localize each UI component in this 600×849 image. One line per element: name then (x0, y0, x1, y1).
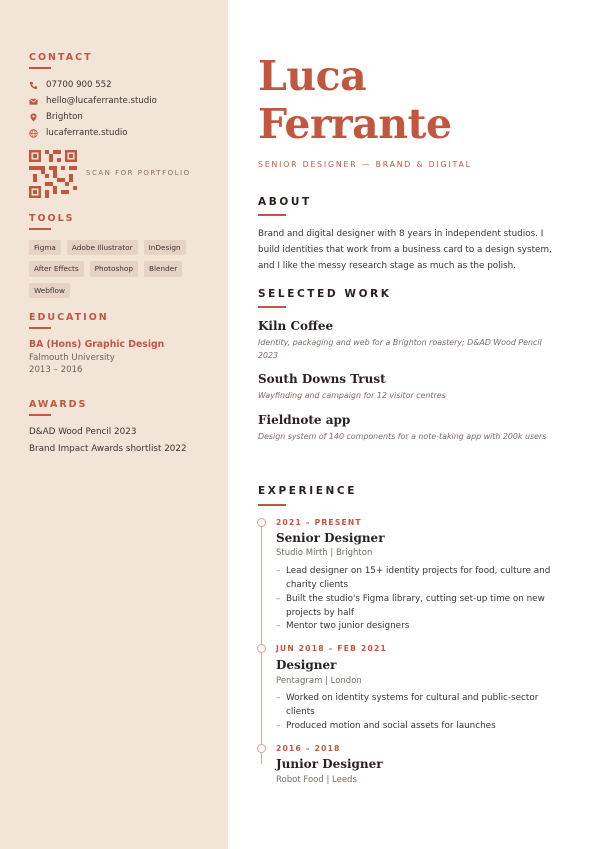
tool-tag: Webflow (29, 283, 70, 298)
timeline-dot (257, 744, 266, 753)
bullet-text: Lead designer on 15+ identity projects for food, culture and charity clients (286, 566, 551, 590)
bullet-text: Built the studio's Figma library, cutting set-up time on new projects by half (286, 594, 545, 618)
globe-icon (29, 129, 38, 138)
experience-heading: EXPERIENCE (258, 485, 357, 497)
bullet-text: Produced motion and social assets for launches (286, 721, 496, 731)
work-item-desc: Identity, packaging and web for a Brighton roastery; D&AD Wood Pencil 2023 (258, 338, 542, 360)
contact-location-text: Brighton (46, 112, 83, 122)
first-name: Luca (258, 52, 367, 100)
job-bullet (276, 719, 556, 733)
job-bullet (276, 619, 556, 633)
job-company: Studio Mirth | Brighton (276, 548, 373, 558)
bullet-dash: – (276, 621, 281, 631)
education-heading-rule (29, 327, 51, 329)
timeline-dot (257, 644, 266, 653)
education-heading: EDUCATION (29, 312, 109, 323)
sidebar (0, 0, 228, 849)
contact-email[interactable] (29, 96, 157, 106)
selected-work-heading: SELECTED WORK (258, 288, 392, 300)
bullet-text: Mentor two junior designers (286, 621, 410, 631)
tool-tag: After Effects (29, 261, 84, 276)
tools-heading-rule (29, 228, 51, 230)
job-company: Pentagram | London (276, 676, 362, 686)
tool-tag: Photoshop (90, 261, 138, 276)
tool-tag: Figma (29, 240, 61, 255)
education-years: 2013 – 2016 (29, 365, 83, 375)
job-bullet (276, 564, 556, 592)
tool-tag: Adobe Illustrator (67, 240, 138, 255)
bullet-dash: – (276, 693, 281, 703)
tool-tag: Blender (144, 261, 182, 276)
last-name: Ferrante (258, 100, 452, 148)
work-item-name: South Downs Trust (258, 372, 386, 386)
awards-heading: AWARDS (29, 399, 88, 410)
tools-heading: TOOLS (29, 213, 75, 224)
about-heading: ABOUT (258, 196, 312, 208)
qr-label: SCAN FOR PORTFOLIO (86, 169, 191, 177)
role-subtitle: SENIOR DESIGNER — BRAND & DIGITAL (258, 160, 472, 169)
timeline-dot (257, 518, 266, 527)
job-company: Robot Food | Leeds (276, 775, 357, 785)
contact-website[interactable] (29, 128, 128, 138)
job-title: Senior Designer (276, 531, 385, 545)
name-heading (258, 52, 452, 148)
contact-heading-rule (29, 67, 51, 69)
work-item-name: Kiln Coffee (258, 319, 334, 333)
tools-list (29, 240, 214, 298)
about-heading-rule (258, 214, 286, 216)
contact-website-text: lucaferrante.studio (46, 128, 128, 138)
qr-code[interactable] (29, 150, 77, 198)
work-item-desc: Design system of 140 components for a note-taking app with 200k users (258, 432, 547, 441)
job-date: 2016 – 2018 (276, 744, 341, 753)
job-bullet (276, 691, 556, 719)
tool-tag: InDesign (144, 240, 186, 255)
work-item-name: Fieldnote app (258, 413, 351, 427)
contact-email-text: hello@lucaferrante.studio (46, 96, 157, 106)
award-item: Brand Impact Awards shortlist 2022 (29, 444, 187, 454)
contact-heading: CONTACT (29, 52, 93, 63)
contact-phone-text: 07700 900 552 (46, 80, 112, 90)
bullet-dash: – (276, 566, 281, 576)
job-title: Junior Designer (276, 757, 383, 771)
job-date: JUN 2018 – FEB 2021 (276, 644, 387, 653)
experience-heading-rule (258, 504, 286, 506)
about-text: Brand and digital designer with 8 years in independent studios. I build identities that work from a business card to a design system, and I like the messy research stage as much as the polish. (258, 229, 552, 271)
work-item-desc: Wayfinding and campaign for 12 visitor centres (258, 391, 446, 400)
contact-phone[interactable] (29, 80, 112, 90)
job-date: 2021 – PRESENT (276, 518, 362, 527)
bullet-dash: – (276, 594, 281, 604)
phone-icon (29, 81, 38, 90)
main-content (228, 0, 600, 849)
selected-work-heading-rule (258, 306, 286, 308)
education-school: Falmouth University (29, 353, 115, 363)
education-degree: BA (Hons) Graphic Design (29, 339, 165, 350)
awards-heading-rule (29, 414, 51, 416)
job-title: Designer (276, 658, 337, 672)
bullet-text: Worked on identity systems for cultural and public-sector clients (286, 693, 539, 717)
location-pin-icon (29, 113, 38, 122)
contact-location (29, 112, 83, 122)
award-item: D&AD Wood Pencil 2023 (29, 427, 137, 437)
job-bullet (276, 592, 556, 620)
mail-icon (29, 97, 38, 106)
bullet-dash: – (276, 721, 281, 731)
